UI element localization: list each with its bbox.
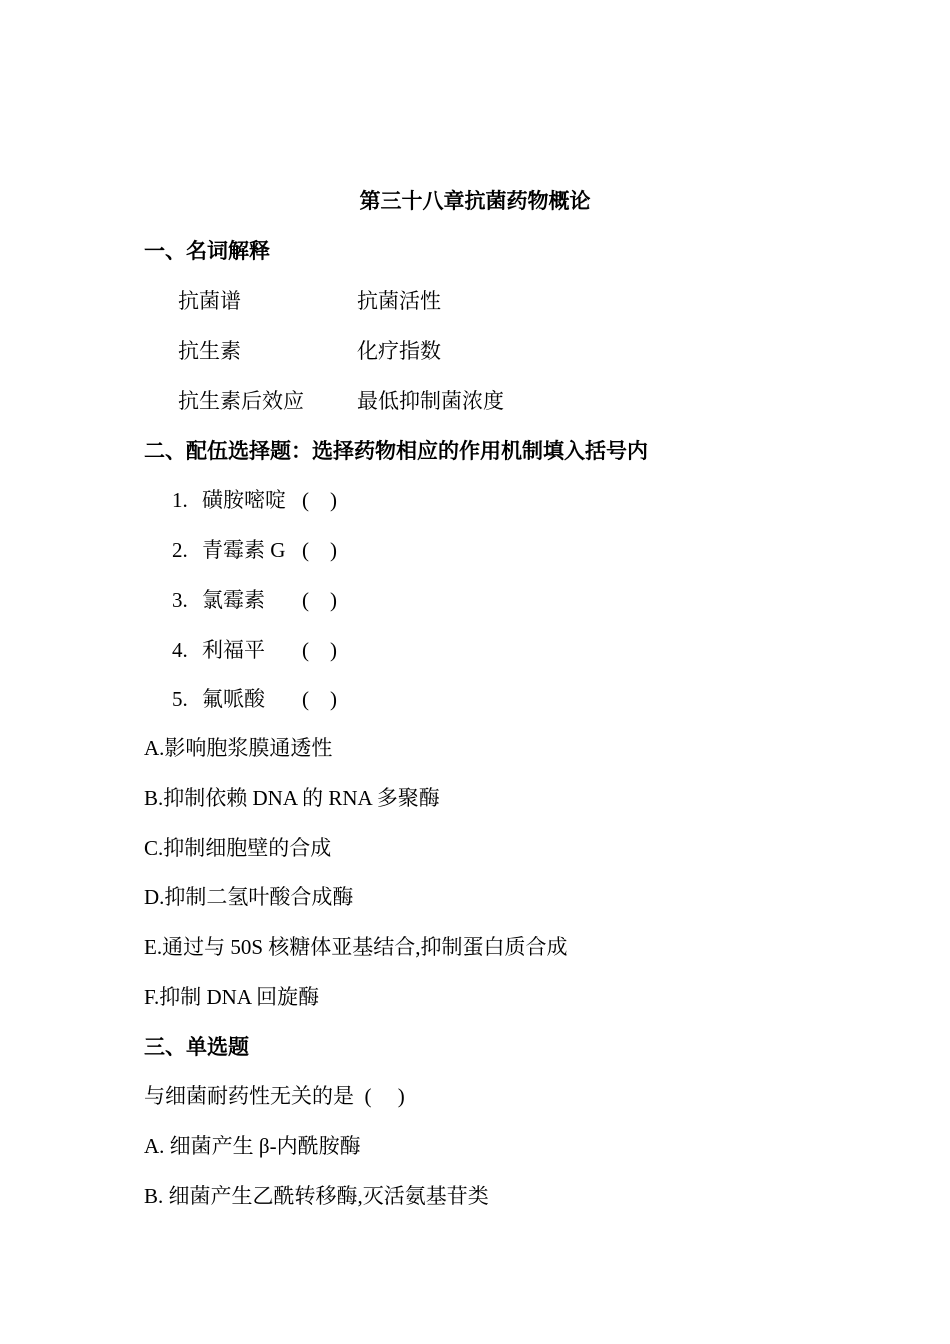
answer-blank: ( ) bbox=[302, 538, 337, 562]
answer-blank: ( ) bbox=[302, 488, 337, 512]
answer-blank: ( ) bbox=[302, 638, 337, 662]
mechanism-option: F.抑制 DNA 回旋酶 bbox=[144, 985, 320, 1009]
answer-blank: ( ) bbox=[302, 588, 337, 612]
term: 最低抑制菌浓度 bbox=[357, 389, 504, 413]
term: 抗菌活性 bbox=[357, 289, 441, 313]
drug-name: 氟哌酸 bbox=[202, 687, 265, 711]
answer-option: A. 细菌产生 β-内酰胺酶 bbox=[144, 1134, 361, 1158]
drug-name: 氯霉素 bbox=[202, 588, 265, 612]
item-number: 5. bbox=[172, 687, 188, 711]
item-number: 4. bbox=[172, 638, 188, 662]
section-1-heading: 一、名词解释 bbox=[144, 239, 270, 263]
mechanism-option: D.抑制二氢叶酸合成酶 bbox=[144, 885, 354, 909]
item-number: 2. bbox=[172, 538, 188, 562]
mechanism-option: B.抑制依赖 DNA 的 RNA 多聚酶 bbox=[144, 786, 440, 810]
page-title: 第三十八章抗菌药物概论 bbox=[359, 189, 591, 213]
section-3-heading: 三、单选题 bbox=[144, 1035, 249, 1059]
section-2-heading: 二、配伍选择题：选择药物相应的作用机制填入括号内 bbox=[144, 439, 648, 463]
term: 抗菌谱 bbox=[178, 289, 241, 313]
drug-name: 利福平 bbox=[202, 638, 265, 662]
drug-name: 磺胺嘧啶 bbox=[202, 488, 286, 512]
answer-blank: ( ) bbox=[302, 687, 337, 711]
item-number: 1. bbox=[172, 488, 188, 512]
drug-name: 青霉素 G bbox=[202, 538, 286, 562]
term: 化疗指数 bbox=[357, 339, 441, 363]
answer-option: B. 细菌产生乙酰转移酶,灭活氨基苷类 bbox=[144, 1184, 489, 1208]
mechanism-option: C.抑制细胞壁的合成 bbox=[144, 836, 332, 860]
term: 抗生素 bbox=[178, 339, 241, 363]
question-text: 与细菌耐药性无关的是 ( ) bbox=[144, 1084, 405, 1108]
mechanism-option: E.通过与 50S 核糖体亚基结合,抑制蛋白质合成 bbox=[144, 935, 568, 959]
term: 抗生素后效应 bbox=[178, 389, 304, 413]
item-number: 3. bbox=[172, 588, 188, 612]
mechanism-option: A.影响胞浆膜通透性 bbox=[144, 736, 333, 760]
